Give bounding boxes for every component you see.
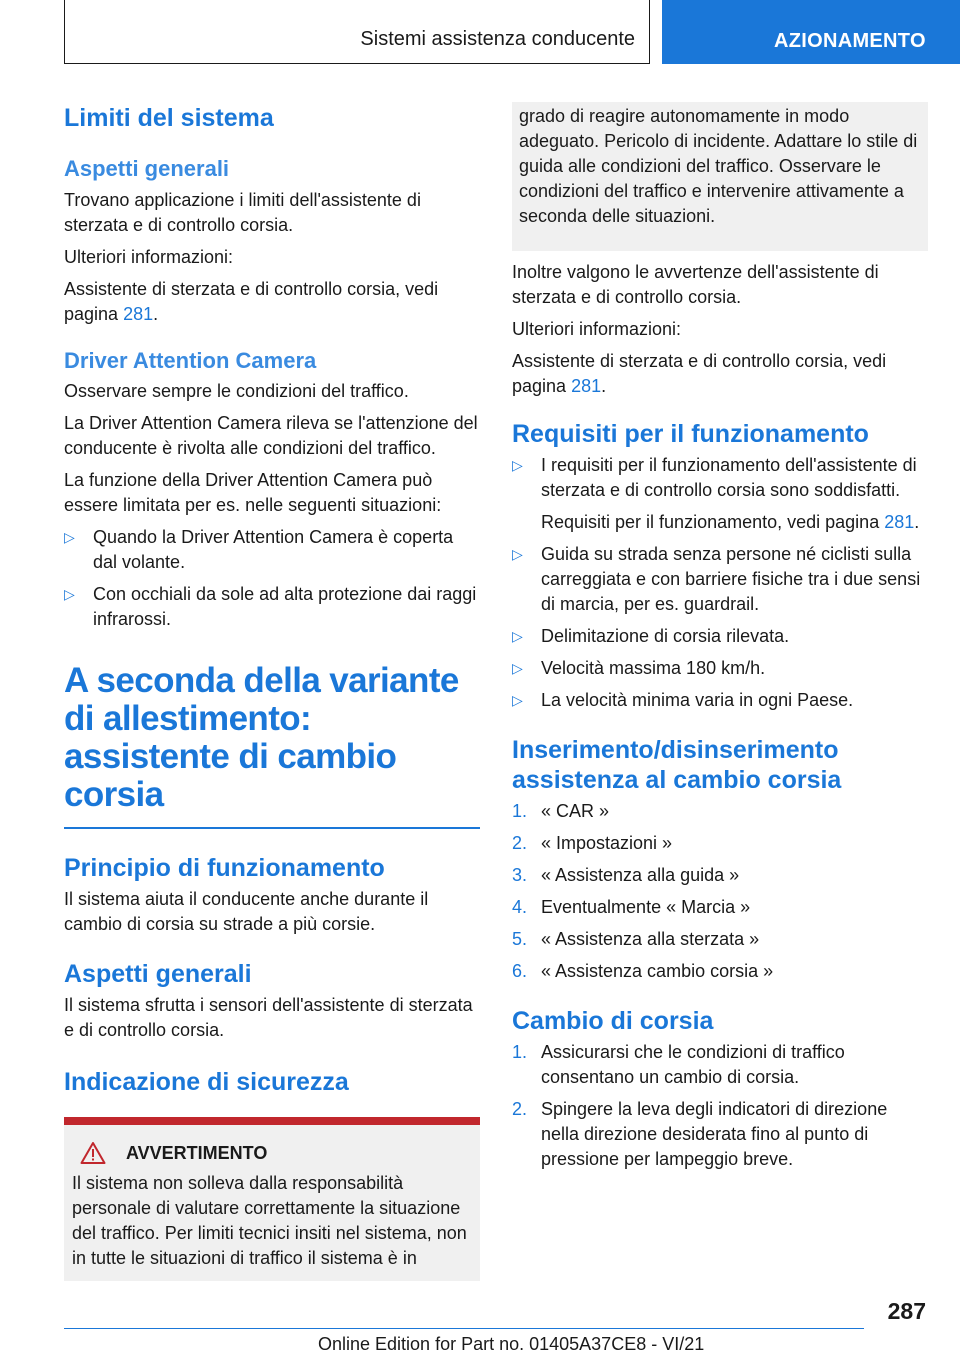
heading-cambio: Cambio di corsia [512, 1007, 714, 1035]
paragraph-principio: Il sistema aiuta il conducente anche durante il cambio di corsia su strade a più corsie. [64, 888, 429, 934]
paragraph-ulteriori-2: Ulteriori informazioni: [512, 319, 682, 339]
camera-limits-list [64, 525, 480, 632]
triangle-right-icon: ▷ [512, 628, 523, 644]
page-link-281[interactable]: 281 [884, 512, 915, 532]
requirements-list [512, 453, 928, 713]
right-column [512, 100, 928, 1172]
footer-rule [64, 1328, 864, 1329]
warning-block [64, 1117, 480, 1281]
heading-driver-attention-camera: Driver Attention Camera [64, 348, 317, 373]
header-section-tab [662, 0, 960, 64]
list-item: ▷ Con occhiali da sole ad alta protezione dai raggi infrarossi. [64, 584, 477, 629]
warning-bar [64, 1117, 480, 1125]
chapter-title: Sistemi assistenza conducente [360, 28, 635, 50]
warning-label: AVVERTIMENTO [126, 1142, 268, 1163]
heading-requisiti: Requisiti per il funzionamento [512, 420, 869, 448]
list-item: 2. « Impostazioni » [512, 833, 673, 853]
paragraph-reference-2: Assistente di sterzata e di controllo corsia, vedi pagina 281. [512, 351, 887, 396]
paragraph-reference-1: Assistente di sterzata e di controllo corsia, vedi pagina 281. [64, 279, 439, 324]
heading-inserimento: Inserimento/disinserimento assistenza al cambio corsia [512, 736, 842, 794]
heading-lane-change-assistant: A seconda della variante di allestimento: assistente di cambio corsia [64, 661, 459, 814]
heading-limiti: Limiti del sistema [64, 104, 274, 132]
list-item: 1. « CAR » [512, 801, 610, 821]
triangle-right-icon: ▷ [512, 660, 523, 676]
paragraph-ulteriori-1: Ulteriori informazioni: [64, 247, 234, 267]
paragraph-inoltre: Inoltre valgono le avvertenze dell'assistente di sterzata e di controllo corsia. [512, 262, 879, 307]
triangle-right-icon: ▷ [512, 457, 523, 473]
list-item: 6. « Assistenza cambio corsia » [512, 961, 774, 981]
paragraph-aspetti-2: Il sistema sfrutta i sensori dell'assistente di sterzata e di controllo corsia. [64, 994, 473, 1040]
list-item: ▷ La velocità minima varia in ogni Paese. [512, 688, 928, 713]
list-item: 2. Spingere la leva degli indicatori di direzione nella direzione desiderata fino al punto di pressione per lampeggio breve. [512, 1099, 888, 1169]
warning-triangle-icon [80, 1141, 106, 1165]
paragraph-camera-3: La funzione della Driver Attention Camera può essere limitata per es. nelle seguenti situazioni: [64, 470, 442, 515]
list-item: 3. « Assistenza alla guida » [512, 865, 740, 885]
triangle-right-icon: ▷ [512, 692, 523, 708]
list-item: 5. « Assistenza alla sterzata » [512, 929, 760, 949]
heading-principio: Principio di funzionamento [64, 853, 385, 882]
paragraph-camera-2: La Driver Attention Camera rileva se l'attenzione del conducente è rivolta alle condizioni del traffico. [64, 413, 478, 458]
list-item: ▷ I requisiti per il funzionamento dell'assistente di sterzata e di controllo corsia sono soddisfatti. Requisiti per il funzionamento, vedi pagina 281. [512, 453, 928, 535]
page-link-281[interactable]: 281 [571, 376, 602, 396]
list-item: ▷ Velocità massima 180 km/h. [512, 656, 928, 681]
warning-box [64, 1125, 480, 1281]
warning-text: Il sistema non solleva dalla responsabilità personale di valutare correttamente la situazione del traffico. Per limiti tecnici insiti nel sistema, non in tutte le situazioni di traffico il sistema è in [72, 1172, 467, 1268]
page-link-281[interactable]: 281 [123, 304, 154, 324]
paragraph-aspetti-1: Trovano applicazione i limiti dell'assistente di sterzata e di controllo corsia. [64, 190, 421, 235]
triangle-right-icon: ▷ [64, 529, 75, 545]
warning-box-continued [512, 102, 928, 251]
requirements-sub: Requisiti per il funzionamento, vedi pagina 281. [541, 512, 920, 532]
paragraph-camera-1: Osservare sempre le condizioni del traffico. [64, 381, 409, 401]
list-item: 1. Assicurarsi che le condizioni di traffico consentano un cambio di corsia. [512, 1042, 845, 1087]
triangle-right-icon: ▷ [64, 586, 75, 602]
list-item: ▷ Quando la Driver Attention Camera è coperta dal volante. [64, 527, 454, 572]
warning-text-continued: grado di reagire autonomamente in modo adeguato. Pericolo di incidente. Adattare lo stile di guida alle condizioni del traffico. Osservare le condizioni del traffico e intervenire attivamente a seconda delle situazioni. [519, 106, 918, 226]
left-column [64, 100, 480, 1281]
section-title: AZIONAMENTO [774, 30, 926, 52]
page-number: 287 [887, 1298, 926, 1324]
heading-aspetti-generali-2: Aspetti generali [64, 959, 252, 988]
list-item: ▷ Delimitazione di corsia rilevata. [512, 624, 928, 649]
steps-inserimento [512, 799, 928, 984]
triangle-right-icon: ▷ [512, 546, 523, 562]
heading-aspetti-generali-1: Aspetti generali [64, 156, 230, 181]
footer-edition: Online Edition for Part no. 01405A37CE8 - VI/21 [318, 1334, 705, 1354]
list-item: ▷ Guida su strada senza persone né ciclisti sulla carreggiata e con barriere fisiche tra i due sensi di marcia, per es. guardrail. [512, 544, 921, 614]
heading-underline [64, 827, 480, 829]
header-chapter-tab [64, 0, 650, 64]
list-item: 4. Eventualmente « Marcia » [512, 897, 751, 917]
heading-sicurezza: Indicazione di sicurezza [64, 1067, 349, 1096]
steps-cambio [512, 1040, 928, 1172]
